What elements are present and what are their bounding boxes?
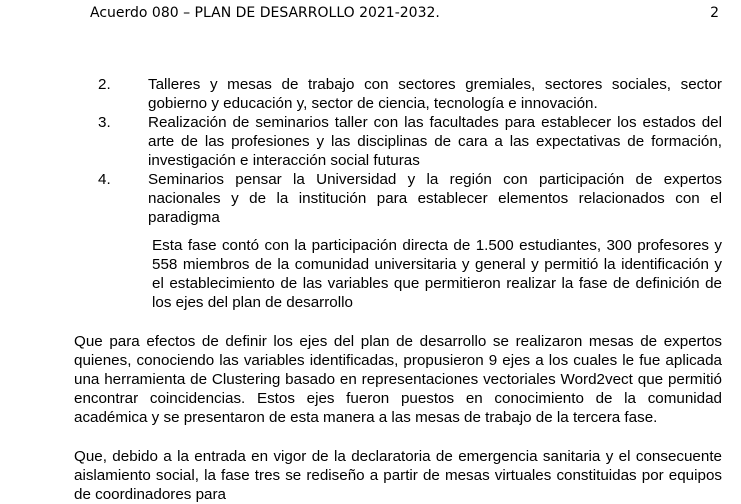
list-item-text: Realización de seminarios taller con las facultades para establecer los estados del arte de las profesiones y las disciplinas de cara a las expectativas de formación, investigación e interacción social futuras — [148, 114, 722, 169]
page-number: 2 — [710, 5, 719, 21]
list-item — [98, 170, 722, 227]
numbered-list — [98, 75, 722, 227]
list-item — [98, 113, 722, 170]
indented-paragraph: Esta fase contó con la participación directa de 1.500 estudiantes, 300 profesores y 558 miembros de la comunidad universitaria y general y permitió la identificación y el establecimiento de las variables que permitieron realizar la fase de definición de los ejes del plan de desarrollo — [152, 237, 722, 311]
list-item-number: 3. — [98, 114, 111, 131]
list-item-text: Seminarios pensar la Universidad y la región con participación de expertos nacionales y de la institución para establecer elementos relacionados con el paradigma — [148, 171, 722, 226]
list-item-number: 2. — [98, 76, 111, 93]
list-item-text: Talleres y mesas de trabajo con sectores gremiales, sectores sociales, sector gobierno y educación y, sector de ciencia, tecnología e innovación. — [148, 76, 722, 112]
body-paragraph: Que para efectos de definir los ejes del plan de desarrollo se realizaron mesas de expertos quienes, conociendo las variables identificadas, propusieron 9 ejes a los cuales le fue aplicada una herramienta de Clustering basado en representaciones vectoriales Word2vect que permitió encontrar coincidencias. Estos ejes fueron puestos en conocimiento de la comunidad académica y se presentaron de esta manera a las mesas de trabajo de la tercera fase. — [74, 333, 722, 426]
body-paragraph: Que, debido a la entrada en vigor de la declaratoria de emergencia sanitaria y el consecuente aislamiento social, la fase tres se rediseño a partir de mesas virtuales constituidas por equipos de coordinadores para — [74, 448, 722, 503]
list-item-number: 4. — [98, 171, 111, 188]
document-title: Acuerdo 080 – PLAN DE DESARROLLO 2021-2032. — [90, 5, 440, 21]
page-header — [90, 5, 719, 21]
list-item — [98, 75, 722, 113]
